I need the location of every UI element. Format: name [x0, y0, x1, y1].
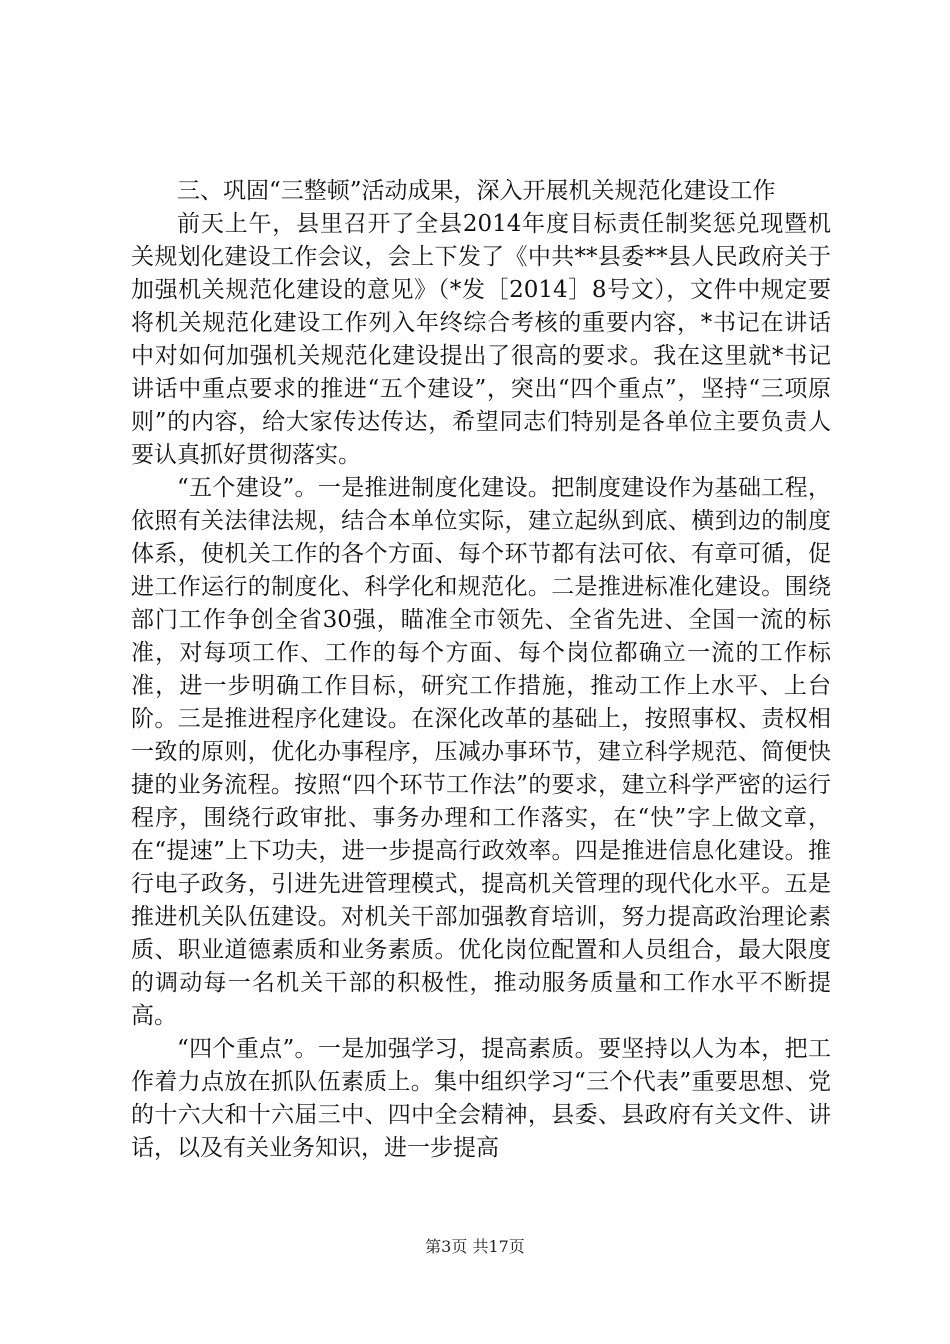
section-heading: 三、巩固“三整顿”活动成果，深入开展机关规范化建设工作: [177, 178, 776, 204]
page-number-footer: 第3页 共17页: [425, 1237, 525, 1256]
paragraph-meeting: 前天上午，县里召开了全县2014年度目标责任制奖惩兑现暨机关规划化建设工作会议，会上下发了《中共**县委**县人民政府关于加强机关规范化建设的意见》（*发［2014］8号文），文件中规定要将机关规范化建设工作列入年终综合考核的重要内容，*书记在讲话中对如何加强机关规范化建设提出了很高的要求。我在这里就*书记讲话中重点要求的推进“五个建设”，突出“四个重点”，坚持“三项原则”的内容，给大家传达传达，希望同志们特别是各单位主要负责人要认真抓好贯彻落实。: [131, 211, 831, 468]
paragraph-four-priorities: “四个重点”。一是加强学习，提高素质。要坚持以人为本，把工作着力点放在抓队伍素质上。集中组织学习“三个代表”重要思想、党的十六大和十六届三中、四中全会精神，县委、县政府有关文件、讲话，以及有关业务知识，进一步提高: [131, 1036, 831, 1161]
document-body: [131, 175, 831, 1165]
paragraph-five-constructions: “五个建设”。一是推进制度化建设。把制度建设作为基础工程，依照有关法律法规，结合本单位实际，建立起纵到底、横到边的制度体系，使机关工作的各个方面、每个环节都有法可依、有章可循，促进工作运行的制度化、科学化和规范化。二是推进标准化建设。围绕部门工作争创全省30强，瞄准全市领先、全省先进、全国一流的标准，对每项工作、工作的每个方面、每个岗位都确立一流的工作标准，进一步明确工作目标，研究工作措施，推动工作上水平、上台阶。三是推进程序化建设。在深化改革的基础上，按照事权、责权相一致的原则，优化办事程序，压减办事环节，建立科学规范、简便快捷的业务流程。按照“四个环节工作法”的要求，建立科学严密的运行程序，围绕行政审批、事务办理和工作落实，在“快”字上做文章，在“提速”上下功夫，进一步提高行政效率。四是推进信息化建设。推行电子政务，引进先进管理模式，提高机关管理的现代化水平。五是推进机关队伍建设。对机关干部加强教育培训，努力提高政治理论素质、职业道德素质和业务素质。优化岗位配置和人员组合，最大限度的调动每一名机关干部的积极性，推动服务质量和工作水平不断提高。: [131, 475, 831, 1029]
